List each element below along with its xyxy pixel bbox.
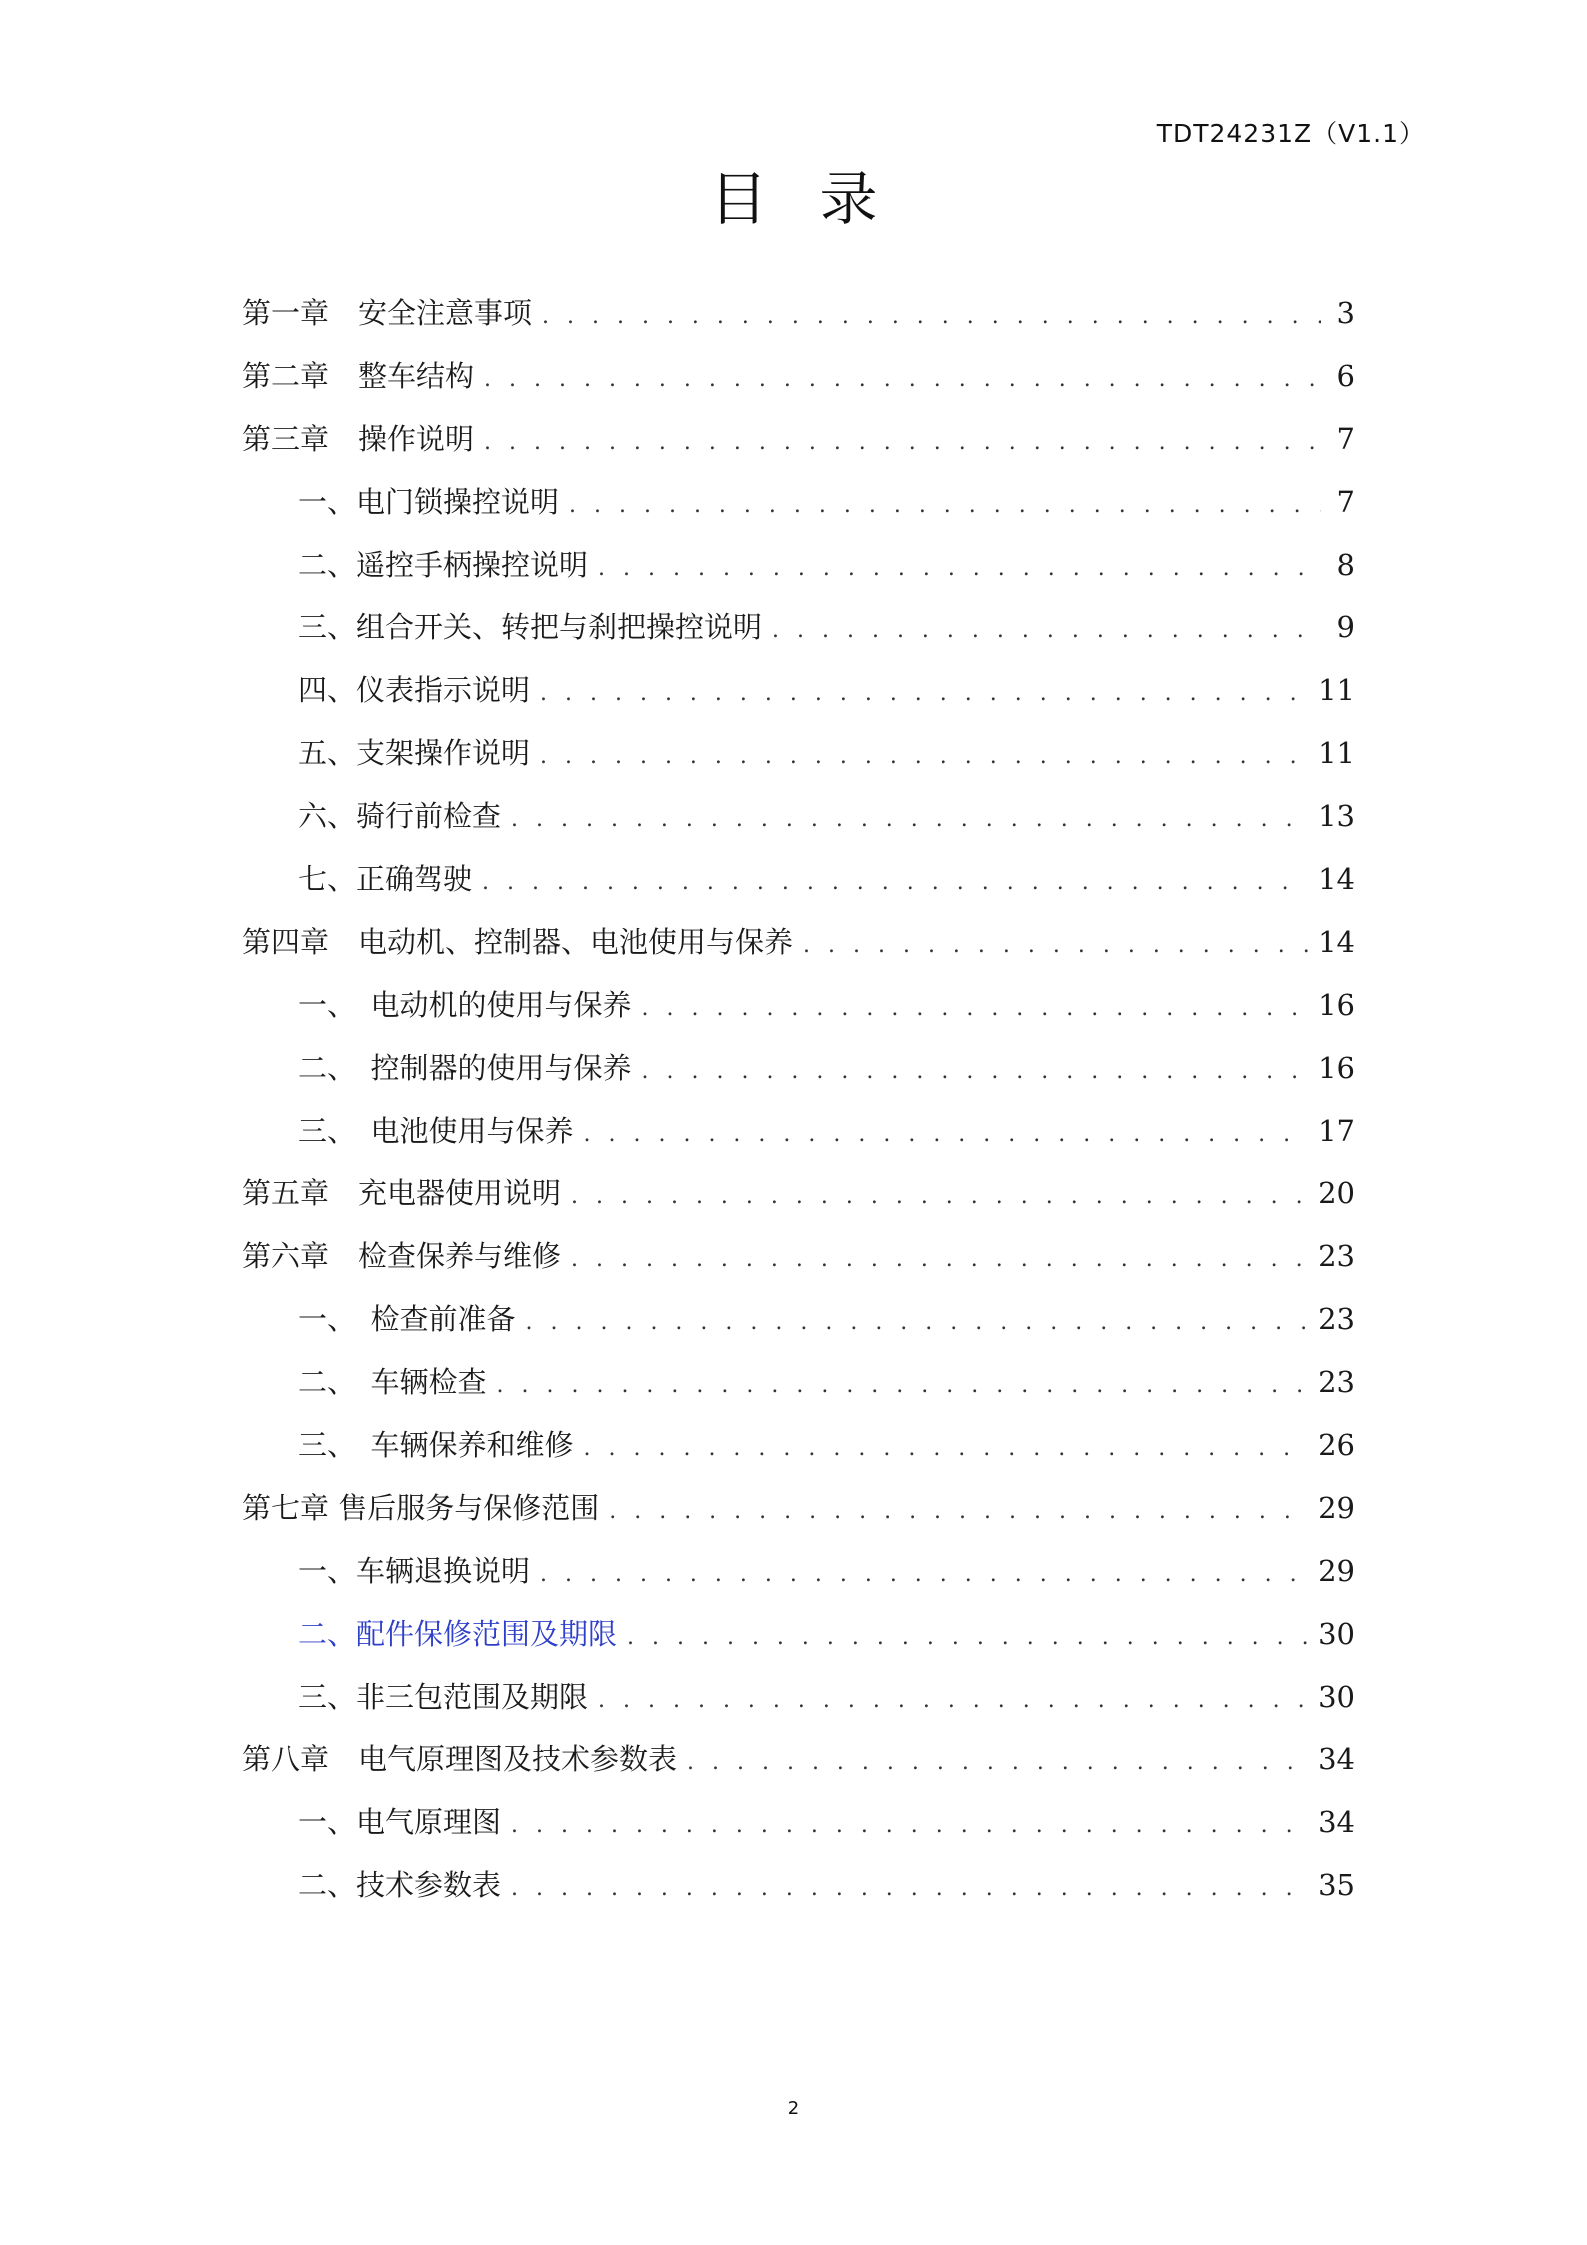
toc-page-number: 34 bbox=[1318, 1805, 1355, 1840]
toc-dot-leader bbox=[511, 1869, 1308, 1909]
toc-chapter-entry[interactable] bbox=[0, 1228, 1587, 1291]
toc-page-number: 16 bbox=[1318, 987, 1355, 1022]
toc-dot-leader bbox=[598, 549, 1321, 589]
toc-entry-row[interactable] bbox=[298, 1865, 1355, 1905]
toc-page-number: 14 bbox=[1318, 862, 1355, 897]
toc-section-entry[interactable] bbox=[0, 1669, 1587, 1732]
toc-dot-leader bbox=[569, 486, 1321, 526]
toc-entry-row[interactable] bbox=[242, 1739, 1355, 1779]
toc-dot-leader bbox=[772, 611, 1321, 651]
toc-entry-label: 第七章 售后服务与保修范围 bbox=[242, 1490, 600, 1525]
toc-entry-label: 六、骑行前检查 bbox=[298, 799, 502, 834]
toc-entry-row[interactable] bbox=[242, 1173, 1355, 1213]
toc-entry-row[interactable] bbox=[242, 419, 1355, 459]
toc-entry-label: 第二章 整车结构 bbox=[242, 358, 475, 393]
toc-entry-label: 一、 检查前准备 bbox=[298, 1302, 516, 1337]
toc-entry-row[interactable] bbox=[242, 356, 1355, 396]
toc-section-entry[interactable] bbox=[0, 1543, 1587, 1606]
toc-entry-label: 三、 车辆保养和维修 bbox=[298, 1428, 574, 1463]
toc-entry-label: 第三章 操作说明 bbox=[242, 421, 475, 456]
toc-entry-label: 三、 电池使用与保养 bbox=[298, 1113, 574, 1148]
toc-entry-label: 二、技术参数表 bbox=[298, 1868, 502, 1903]
toc-entry-label: 第一章 安全注意事项 bbox=[242, 296, 533, 330]
toc-page-number: 26 bbox=[1318, 1428, 1355, 1463]
toc-page-number: 23 bbox=[1318, 1302, 1355, 1337]
toc-chapter-entry[interactable] bbox=[0, 1165, 1587, 1228]
toc-entry-row[interactable] bbox=[298, 1362, 1355, 1402]
toc-entry-row[interactable] bbox=[298, 859, 1355, 899]
toc-dot-leader bbox=[609, 1492, 1308, 1532]
toc-entry-label: 四、仪表指示说明 bbox=[298, 673, 531, 708]
toc-dot-leader bbox=[526, 1303, 1309, 1343]
toc-entry-row[interactable] bbox=[298, 1614, 1355, 1654]
toc-page-number: 7 bbox=[1336, 484, 1355, 519]
toc-section-entry[interactable] bbox=[0, 851, 1587, 914]
toc-entry-row[interactable] bbox=[298, 1299, 1355, 1339]
toc-page-number: 30 bbox=[1318, 1616, 1355, 1651]
toc-page-number: 23 bbox=[1318, 1365, 1355, 1400]
toc-section-entry[interactable] bbox=[0, 662, 1587, 725]
toc-dot-leader bbox=[484, 423, 1321, 463]
toc-section-entry[interactable] bbox=[0, 1794, 1587, 1857]
toc-chapter-entry[interactable] bbox=[0, 1480, 1587, 1543]
toc-entry-label: 五、支架操作说明 bbox=[298, 736, 531, 771]
toc-entry-row[interactable] bbox=[242, 293, 1355, 333]
toc-entry-row[interactable] bbox=[298, 482, 1355, 522]
toc-entry-label: 二、配件保修范围及期限 bbox=[298, 1616, 618, 1651]
toc-page-number: 30 bbox=[1318, 1679, 1355, 1714]
toc-entry-row[interactable] bbox=[298, 985, 1355, 1025]
toc-chapter-entry[interactable] bbox=[0, 348, 1587, 411]
toc-dot-leader bbox=[542, 297, 1321, 337]
toc-page-number: 9 bbox=[1336, 610, 1355, 645]
toc-entry-label: 三、组合开关、转把与刹把操控说明 bbox=[298, 610, 763, 645]
toc-page-number: 14 bbox=[1318, 924, 1355, 959]
toc-entry-label: 一、电气原理图 bbox=[298, 1805, 502, 1840]
toc-entry-row[interactable] bbox=[242, 1488, 1355, 1528]
toc-page-number: 3 bbox=[1336, 296, 1355, 330]
toc-entry-row[interactable] bbox=[298, 1677, 1355, 1717]
toc-entry-row[interactable] bbox=[242, 922, 1355, 962]
toc-dot-leader bbox=[482, 863, 1308, 903]
toc-dot-leader bbox=[497, 1366, 1309, 1406]
page-number: 2 bbox=[787, 2098, 800, 2119]
toc-section-entry[interactable] bbox=[0, 1291, 1587, 1354]
toc-entry-label: 一、电门锁操控说明 bbox=[298, 484, 560, 519]
toc-section-entry[interactable] bbox=[0, 474, 1587, 537]
document-code: TDT24231Z（V1.1） bbox=[1156, 119, 1425, 148]
toc-entry-label: 第五章 充电器使用说明 bbox=[242, 1176, 562, 1211]
toc-entry-label: 三、非三包范围及期限 bbox=[298, 1679, 589, 1714]
toc-entry-label: 二、遥控手柄操控说明 bbox=[298, 547, 589, 582]
toc-chapter-entry[interactable] bbox=[0, 411, 1587, 474]
toc-section-entry[interactable] bbox=[0, 1857, 1587, 1920]
toc-entry-row[interactable] bbox=[298, 1551, 1355, 1591]
toc-section-entry[interactable] bbox=[0, 788, 1587, 851]
toc-page-number: 8 bbox=[1336, 547, 1355, 582]
toc-page-number: 35 bbox=[1318, 1868, 1355, 1903]
toc-section-entry[interactable] bbox=[0, 1354, 1587, 1417]
toc-dot-leader bbox=[571, 1240, 1308, 1280]
toc-entry-label: 第四章 电动机、控制器、电池使用与保养 bbox=[242, 924, 794, 959]
toc-dot-leader bbox=[642, 989, 1309, 1029]
toc-entry-row[interactable] bbox=[298, 796, 1355, 836]
page-title: 目录 bbox=[709, 165, 930, 233]
toc-entry-label: 七、正确驾驶 bbox=[298, 862, 473, 897]
toc-dot-leader bbox=[511, 1806, 1308, 1846]
toc-page-number: 13 bbox=[1318, 799, 1355, 834]
toc-dot-leader bbox=[598, 1681, 1308, 1721]
toc-page-number: 29 bbox=[1318, 1553, 1355, 1588]
toc-entry-row[interactable] bbox=[298, 733, 1355, 773]
toc-entry-row[interactable] bbox=[298, 1111, 1355, 1151]
toc-section-entry[interactable] bbox=[0, 537, 1587, 600]
toc-chapter-entry[interactable] bbox=[0, 914, 1587, 977]
toc-entry-row[interactable] bbox=[298, 607, 1355, 647]
toc-page-number: 16 bbox=[1318, 1050, 1355, 1085]
toc-page-number: 23 bbox=[1318, 1239, 1355, 1274]
toc-dot-leader bbox=[687, 1743, 1308, 1783]
toc-chapter-entry[interactable] bbox=[0, 285, 1587, 348]
toc-entry-row[interactable] bbox=[298, 1048, 1355, 1088]
toc-entry-row[interactable] bbox=[298, 1425, 1355, 1465]
toc-entry-row[interactable] bbox=[242, 1236, 1355, 1276]
toc-section-entry[interactable] bbox=[0, 1040, 1587, 1103]
toc-page-number: 6 bbox=[1336, 358, 1355, 393]
toc-dot-leader bbox=[584, 1115, 1309, 1155]
toc-page-number: 20 bbox=[1318, 1176, 1355, 1211]
toc-dot-leader bbox=[540, 1555, 1308, 1595]
toc-dot-leader bbox=[642, 1052, 1309, 1092]
toc-dot-leader bbox=[627, 1618, 1308, 1658]
toc-entry-label: 第六章 检查保养与维修 bbox=[242, 1239, 562, 1274]
toc-entry-label: 一、车辆退换说明 bbox=[298, 1553, 531, 1588]
table-of-contents bbox=[0, 285, 1587, 1920]
toc-page-number: 34 bbox=[1318, 1742, 1355, 1777]
toc-page-number: 11 bbox=[1318, 736, 1355, 771]
toc-section-entry[interactable] bbox=[0, 1417, 1587, 1480]
toc-entry-row[interactable] bbox=[298, 670, 1355, 710]
toc-dot-leader bbox=[540, 737, 1308, 777]
toc-section-entry[interactable] bbox=[0, 977, 1587, 1040]
toc-page-number: 7 bbox=[1336, 421, 1355, 456]
toc-entry-row[interactable] bbox=[298, 545, 1355, 585]
toc-dot-leader bbox=[584, 1429, 1309, 1469]
toc-section-entry[interactable] bbox=[0, 599, 1587, 662]
toc-entry-label: 一、 电动机的使用与保养 bbox=[298, 987, 632, 1022]
toc-dot-leader bbox=[803, 926, 1308, 966]
toc-entry-label: 二、 控制器的使用与保养 bbox=[298, 1050, 632, 1085]
toc-page-number: 29 bbox=[1318, 1490, 1355, 1525]
toc-dot-leader bbox=[511, 800, 1308, 840]
toc-dot-leader bbox=[571, 1177, 1308, 1217]
toc-section-entry[interactable] bbox=[0, 1103, 1587, 1166]
toc-chapter-entry[interactable] bbox=[0, 1731, 1587, 1794]
toc-section-entry[interactable] bbox=[0, 1606, 1587, 1669]
toc-dot-leader bbox=[540, 674, 1308, 714]
toc-entry-row[interactable] bbox=[298, 1802, 1355, 1842]
toc-entry-label: 第八章 电气原理图及技术参数表 bbox=[242, 1742, 678, 1777]
toc-page-number: 11 bbox=[1318, 673, 1355, 708]
toc-page-number: 17 bbox=[1318, 1113, 1355, 1148]
toc-dot-leader bbox=[484, 360, 1321, 400]
toc-section-entry[interactable] bbox=[0, 725, 1587, 788]
toc-entry-label: 二、 车辆检查 bbox=[298, 1365, 487, 1400]
